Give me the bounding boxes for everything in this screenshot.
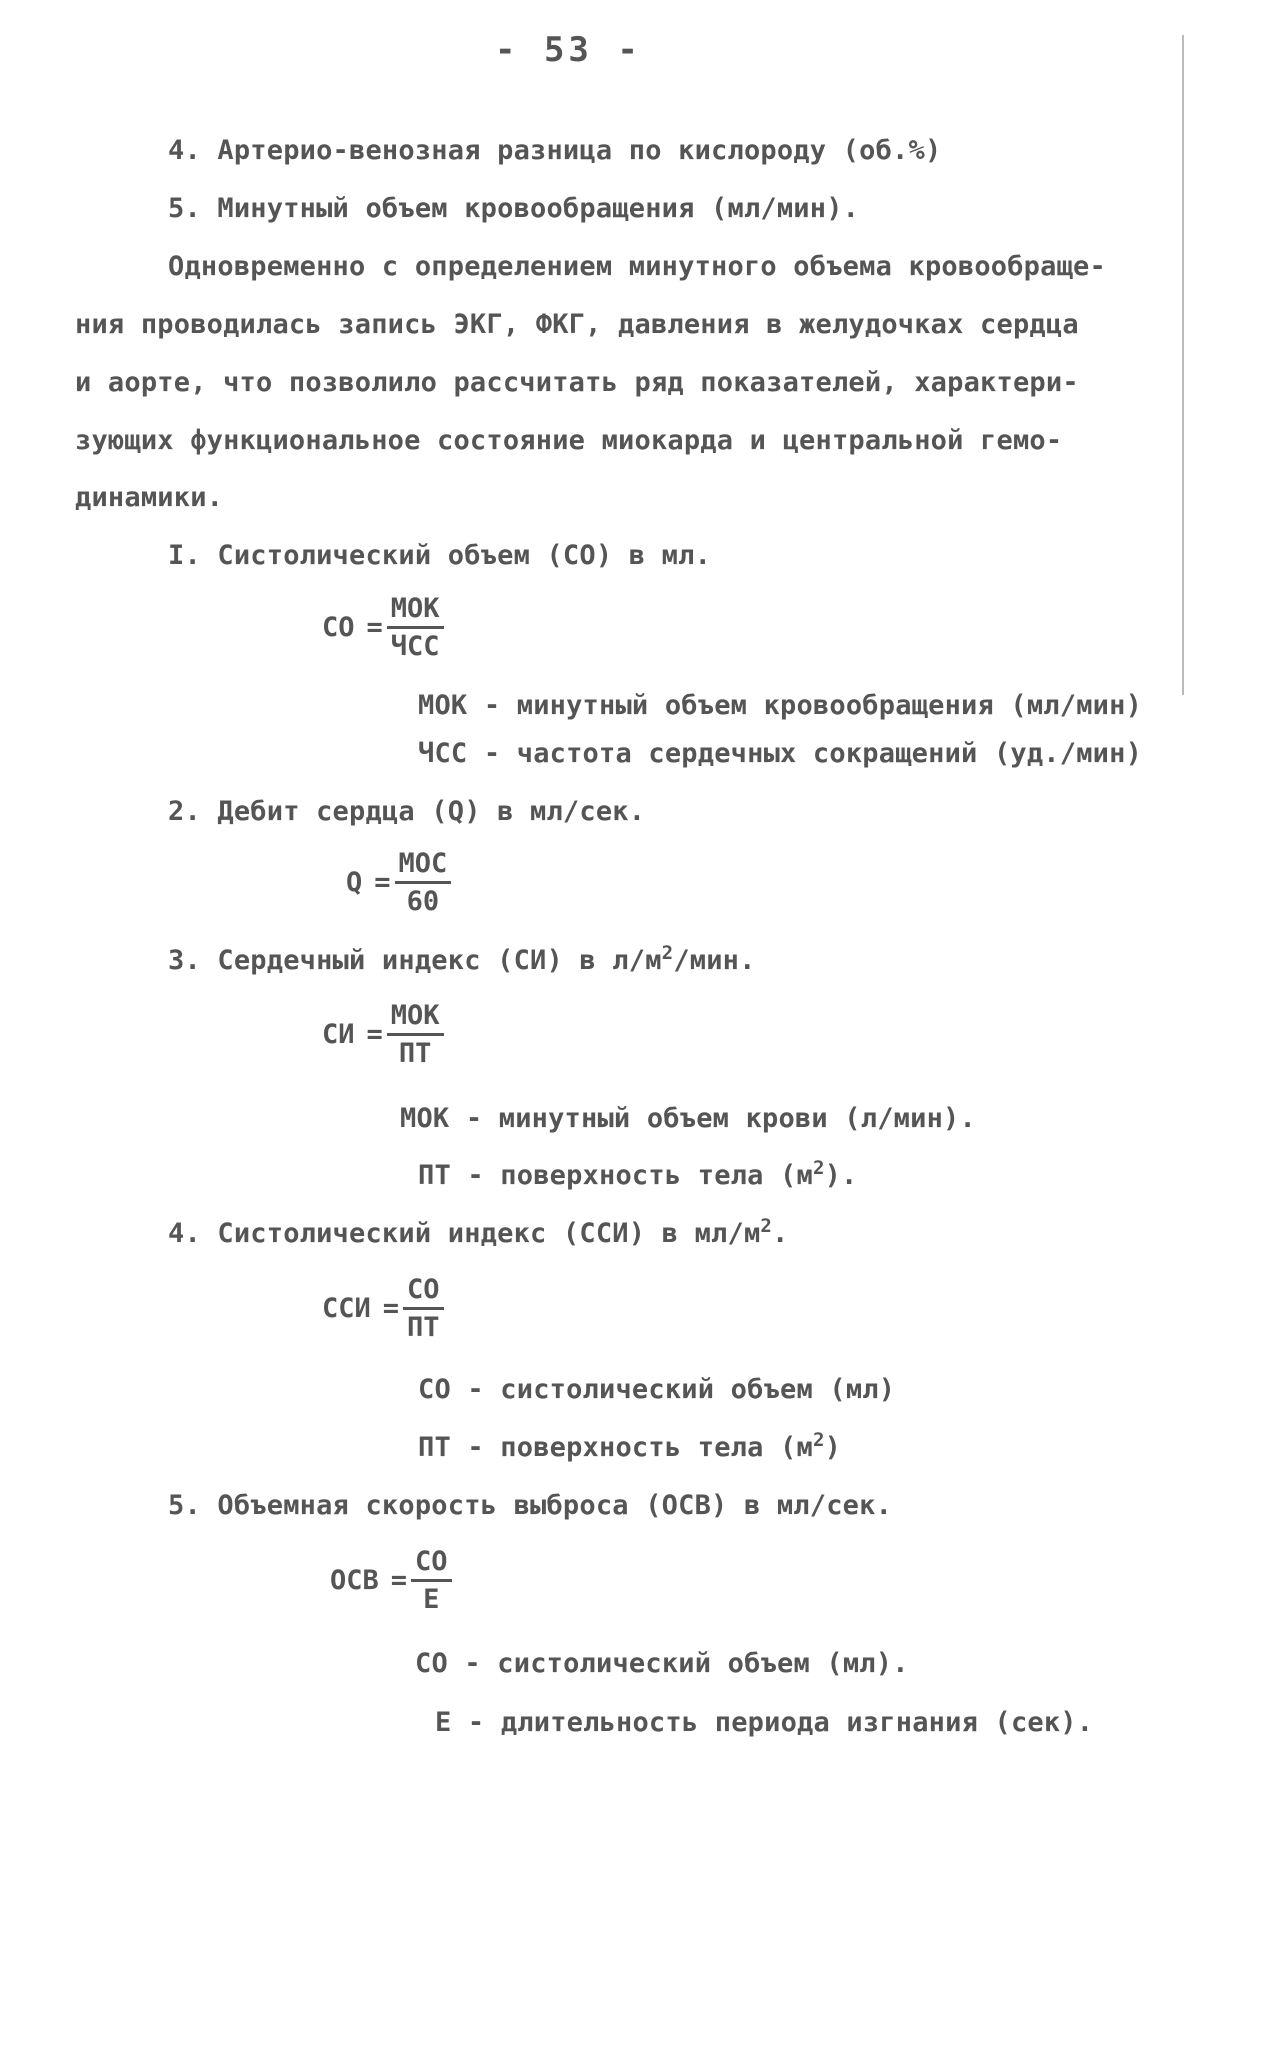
fraction (411, 1546, 452, 1615)
paragraph-line: зующих функциональное состояние миокарда и центральной гемо- (75, 425, 1063, 456)
fraction (395, 848, 452, 917)
formula-ssi (322, 1274, 444, 1343)
formula-eq: = (366, 1019, 383, 1050)
superscript: 2 (812, 1429, 825, 1451)
formula-si (322, 1000, 444, 1069)
paragraph-line: ния проводилась запись ЭКГ, ФКГ, давления в желудочках сердца (75, 309, 1079, 340)
formula-lhs: СИ (322, 1019, 355, 1050)
paragraph-line: Одновременно с определением минутного объема кровообраще- (168, 251, 1106, 282)
definition-text: ПТ - поверхность тела (м (418, 1432, 813, 1463)
formula-osv (330, 1546, 452, 1615)
heading-text: /мин. (673, 945, 756, 976)
definition-text: ) (824, 1432, 842, 1463)
definition-text: ПТ - поверхность тела (м (418, 1160, 813, 1191)
definition-text: ). (824, 1160, 858, 1191)
formula-eq: = (366, 612, 383, 643)
section-heading: 2. Дебит сердца (Q) в мл/сек. (168, 796, 646, 827)
section-heading: 5. Объемная скорость выброса (ОСВ) в мл/сек. (168, 1490, 893, 1521)
formula-eq: = (382, 1293, 400, 1324)
paragraph-line: и аорте, что позволило рассчитать ряд показателей, характери- (75, 367, 1079, 398)
fraction-denominator: ПТ (398, 1038, 432, 1069)
fraction (403, 1274, 444, 1343)
list-item: 4. Артерио-венозная разница по кислороду (об.%) (168, 135, 942, 166)
section-heading (168, 942, 756, 976)
superscript: 2 (760, 1215, 773, 1237)
list-item: 5. Минутный объем кровообращения (мл/мин). (168, 193, 860, 224)
margin-rule (1182, 35, 1184, 695)
definition-line (418, 1429, 842, 1463)
heading-text: 3. Сердечный индекс (СИ) в л/м (168, 945, 662, 976)
fraction-numerator: МОС (395, 848, 452, 884)
heading-text: . (772, 1218, 789, 1249)
fraction (387, 593, 444, 662)
definition-line: МОК - минутный объем кровообращения (мл/мин) (418, 690, 1143, 721)
fraction-denominator: ЧСС (390, 631, 440, 662)
section-heading (168, 1215, 789, 1249)
definition-line (400, 1103, 976, 1134)
definition-text: СО - систолический объем (мл) (418, 1374, 896, 1405)
superscript: 2 (812, 1157, 825, 1179)
fraction-numerator: МОК (387, 593, 444, 629)
formula-q (346, 848, 451, 917)
heading-text: 4. Систолический индекс (ССИ) в мл/м (168, 1218, 761, 1249)
formula-eq: = (374, 867, 391, 898)
fraction-numerator: МОК (387, 1000, 444, 1036)
fraction (387, 1000, 444, 1069)
page-number: - 53 - (495, 30, 642, 70)
fraction-denominator: 60 (406, 886, 440, 917)
fraction-denominator: ПТ (407, 1312, 440, 1343)
definition-line: СО - систолический объем (мл). (415, 1648, 909, 1679)
definition-line (418, 1157, 858, 1191)
definition-line: ЧСС - частота сердечных сокращений (уд./мин) (418, 738, 1143, 769)
definition-line: Е - длительность периода изгнания (сек). (435, 1707, 1094, 1738)
superscript: 2 (661, 942, 674, 964)
paragraph-line: динамики. (75, 482, 224, 513)
formula-lhs: СО (322, 612, 355, 643)
definition-text: МОК - минутный объем крови (л/мин). (400, 1103, 976, 1134)
section-heading: I. Систолический объем (СО) в мл. (168, 540, 712, 571)
formula-eq: = (390, 1565, 408, 1596)
fraction-denominator: Е (423, 1584, 440, 1615)
fraction-numerator: СО (411, 1546, 452, 1582)
fraction-numerator: СО (403, 1274, 444, 1310)
definition-line (418, 1374, 895, 1405)
formula-lhs: ОСВ (330, 1565, 379, 1596)
formula-lhs: ССИ (322, 1293, 371, 1324)
formula-lhs: Q (346, 867, 363, 898)
formula-so (322, 593, 444, 662)
